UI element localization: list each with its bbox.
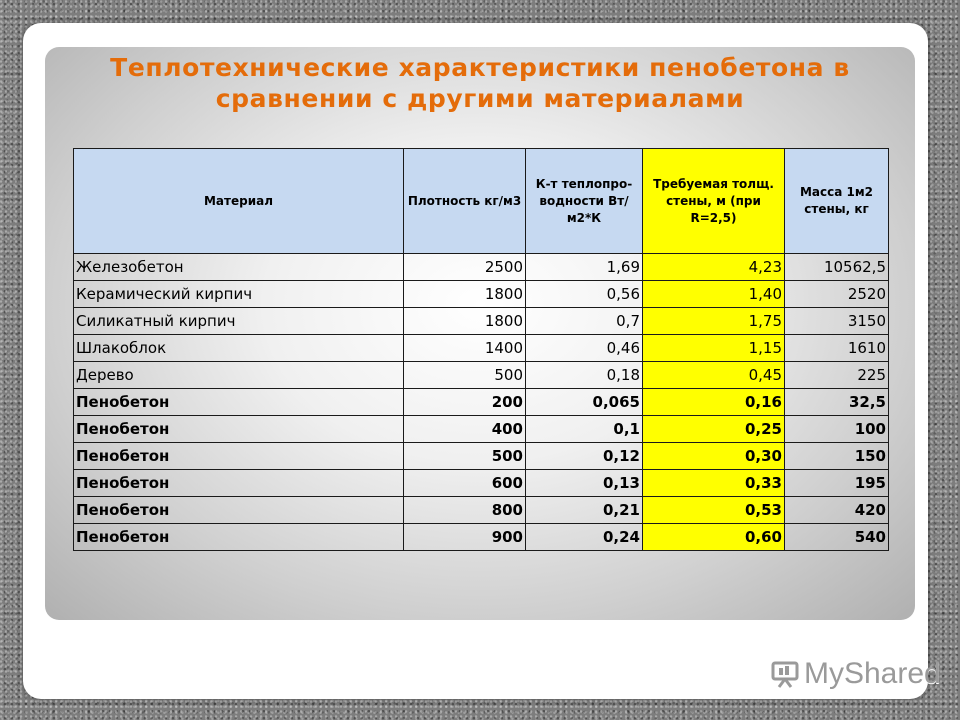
table-row [74,416,889,443]
header-required-thickness: Требуемая толщ. стены, м (при R=2,5) [643,149,785,254]
cell-thickness: 0,25 [643,416,785,443]
cell-thickness: 0,60 [643,524,785,551]
cell-material: Силикатный кирпич [74,308,404,335]
cell-material: Пенобетон [74,470,404,497]
table-row [74,308,889,335]
cell-density: 200 [404,389,526,416]
cell-density: 600 [404,470,526,497]
table-row [74,281,889,308]
table-row [74,362,889,389]
cell-density: 500 [404,362,526,389]
table-row [74,497,889,524]
cell-material: Пенобетон [74,443,404,470]
cell-thickness: 0,53 [643,497,785,524]
cell-thickness: 0,45 [643,362,785,389]
cell-conductivity: 0,56 [526,281,643,308]
cell-mass: 195 [785,470,889,497]
cell-density: 800 [404,497,526,524]
cell-mass: 1610 [785,335,889,362]
cell-material: Железобетон [74,254,404,281]
cell-thickness: 0,16 [643,389,785,416]
cell-thickness: 0,30 [643,443,785,470]
presentation-icon [770,659,800,689]
cell-density: 1800 [404,281,526,308]
cell-mass: 3150 [785,308,889,335]
slide-title [45,52,915,114]
cell-mass: 2520 [785,281,889,308]
cell-density: 1400 [404,335,526,362]
table-header-row [74,149,889,254]
cell-conductivity: 0,1 [526,416,643,443]
table-row [74,443,889,470]
cell-density: 2500 [404,254,526,281]
cell-material: Керамический кирпич [74,281,404,308]
cell-mass: 100 [785,416,889,443]
comparison-table [73,148,889,551]
cell-material: Пенобетон [74,416,404,443]
cell-density: 500 [404,443,526,470]
cell-mass: 150 [785,443,889,470]
header-wall-mass: Масса 1м2 стены, кг [785,149,889,254]
table-row [74,335,889,362]
cell-conductivity: 0,21 [526,497,643,524]
table-row [74,254,889,281]
cell-conductivity: 0,24 [526,524,643,551]
cell-density: 400 [404,416,526,443]
header-material: Материал [74,149,404,254]
table-row [74,524,889,551]
watermark-logo [770,656,941,692]
title-line-2: сравнении с другими материалами [215,84,745,113]
cell-mass: 32,5 [785,389,889,416]
cell-conductivity: 0,13 [526,470,643,497]
header-density: Плотность кг/м3 [404,149,526,254]
cell-conductivity: 0,18 [526,362,643,389]
table-row [74,470,889,497]
cell-material: Пенобетон [74,497,404,524]
cell-density: 900 [404,524,526,551]
table-row [74,389,889,416]
cell-material: Дерево [74,362,404,389]
cell-conductivity: 0,065 [526,389,643,416]
cell-conductivity: 1,69 [526,254,643,281]
cell-thickness: 1,75 [643,308,785,335]
watermark-text: MyShared [804,657,941,690]
cell-conductivity: 0,12 [526,443,643,470]
cell-material: Шлакоблок [74,335,404,362]
header-conductivity: К-т теплопро-водности Вт/м2*К [526,149,643,254]
cell-mass: 420 [785,497,889,524]
cell-material: Пенобетон [74,524,404,551]
cell-density: 1800 [404,308,526,335]
cell-mass: 225 [785,362,889,389]
title-line-1: Теплотехнические характеристики пенобетона в [110,53,850,82]
cell-conductivity: 0,46 [526,335,643,362]
cell-thickness: 4,23 [643,254,785,281]
cell-thickness: 1,15 [643,335,785,362]
cell-mass: 10562,5 [785,254,889,281]
cell-material: Пенобетон [74,389,404,416]
cell-mass: 540 [785,524,889,551]
cell-conductivity: 0,7 [526,308,643,335]
cell-thickness: 0,33 [643,470,785,497]
cell-thickness: 1,40 [643,281,785,308]
